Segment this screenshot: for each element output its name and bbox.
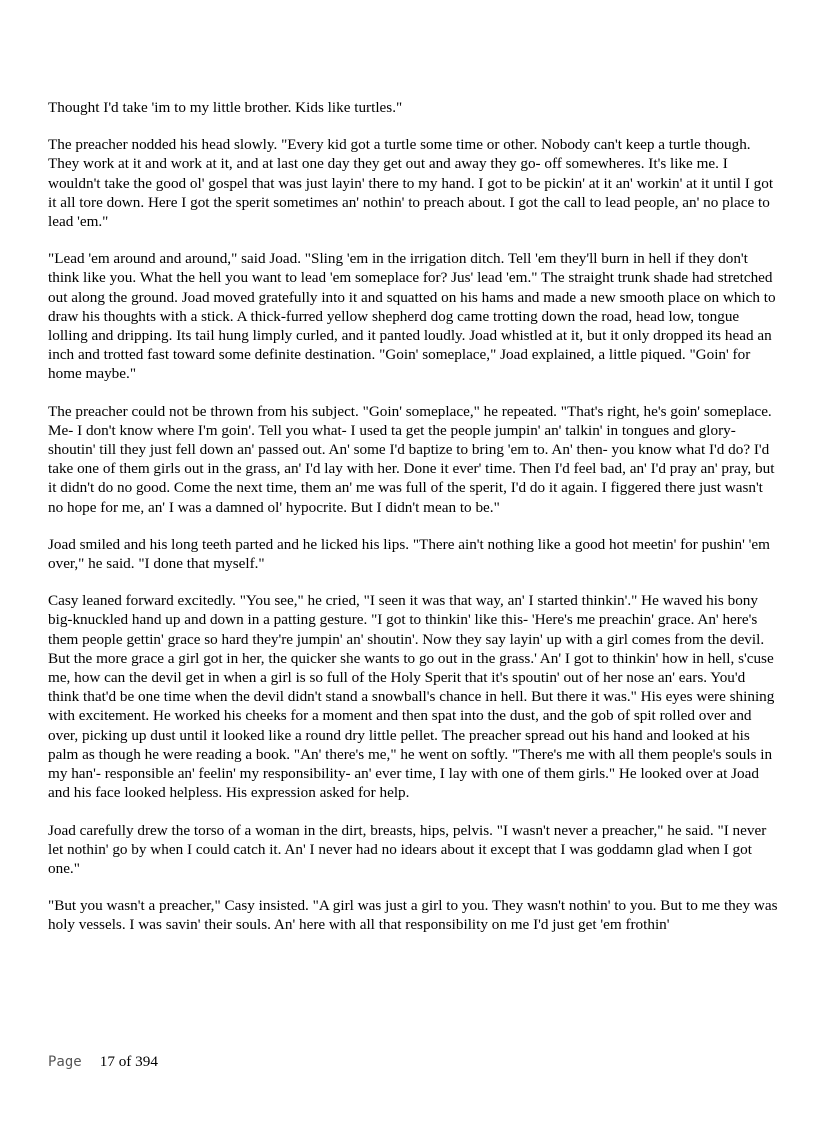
paragraph: "Lead 'em around and around," said Joad. "Sling 'em in the irrigation ditch. Tell 'em they'll burn in hell if they don't think like you. What the hell you want to lead 'em someplace for? Jus' lead 'em." The straight trunk shade had stretched out along the ground. Joad moved gratefully into it and squatted on his hams and made a new smooth place on which to draw his thoughts with a stick. A thick-furred yellow shepherd dog came trotting down the road, head low, tongue lolling and dripping. Its tail hung limply curled, and it panted loudly. Joad whistled at it, but it only dropped its head an inch and trotted fast toward some definite destination. "Goin' someplace," Joad explained, a little piqued. "Goin' for home maybe.": [48, 250, 776, 383]
paragraph: Joad carefully drew the torso of a woman in the dirt, breasts, hips, pelvis. "I wasn't never a preacher," he said. "I never let nothin' go by when I could catch it. An' I never had no idears about it except that I was goddamn glad when I got one.": [48, 821, 767, 877]
page-footer: [48, 1053, 158, 1071]
paragraph: The preacher nodded his head slowly. "Every kid got a turtle some time or other. Nobody can't keep a turtle though. They work at it and work at it, and at last one day they get out and away they go- off somewheres. It's like me. I wouldn't take the good ol' gospel that was just layin' there to my hand. I got to be pickin' at it an' workin' at it until I got it all tore down. Here I got the sperit sometimes an' nothin' to preach about. I got the call to lead people, an' no place to lead 'em.": [48, 136, 774, 231]
paragraph: "But you wasn't a preacher," Casy insisted. "A girl was just a girl to you. They wasn't nothin' to you. But to me they was holy vessels. I was savin' their souls. An' here with all that responsibility on me I'd just get 'em frothin': [48, 897, 778, 934]
paragraph: The preacher could not be thrown from his subject. "Goin' someplace," he repeated. "That's right, he's goin' someplace. Me- I don't know where I'm goin'. Tell you what- I used ta get the people jumpin' an' talkin' in tongues and glory-shoutin' till they just fell down an' passed out. An' some I'd baptize to bring 'em to. An' then- you know what I'd do? I'd take one of them girls out in the grass, an' I'd lay with her. Done it ever' time. Then I'd feel bad, an' I'd pray an' pray, but it didn't do no good. Come the next time, them an' me was full of the sperit, I'd do it again. I figgered there just wasn't no hope for me, an' I was a damned ol' hypocrite. But I didn't mean to be.": [48, 402, 775, 516]
paragraph: Thought I'd take 'im to my little brother. Kids like turtles.": [48, 99, 403, 116]
paragraph: Joad smiled and his long teeth parted and he licked his lips. "There ain't nothing like a good hot meetin' for pushin' 'em over," he said. "I done that myself.": [48, 535, 770, 573]
body-text: [48, 98, 778, 953]
page-number: 17 of 394: [99, 1053, 158, 1070]
paragraph: Casy leaned forward excitedly. "You see," he cried, "I seen it was that way, an' I started thinkin'." He waved his bony big-knuckled hand up and down in a patting gesture. "I got to thinkin' like this- 'Here's me preachin' grace. An' here's them people gettin' grace so hard they're jumpin' an' shoutin'. Now they say layin' up with a girl comes from the devil. But the more grace a girl got in her, the quicker she wants to go out in the grass.' An' I got to thinkin' how in hell, s'cuse me, how can the devil get in when a girl is so full of the Holy Sperit that it's spoutin' out of her nose an' ears. You'd think that'd be one time when the devil didn't stand a snowball's chance in hell. But there it was." His eyes were shining with excitement. He worked his cheeks for a moment and then spat into the dust, and the gob of spit rolled over and over, picking up dust until it looked like a round dry little pellet. The preacher spread out his hand and looked at his palm as though he were reading a book. "An' there's me," he went on softly. "There's me with all them people's souls in my han'- responsible an' feelin' my responsibility- an' ever time, I lay with one of them girls." He looked over at Joad and his face looked helpless. His expression asked for help.: [48, 592, 775, 802]
page-label: Page: [48, 1054, 82, 1070]
